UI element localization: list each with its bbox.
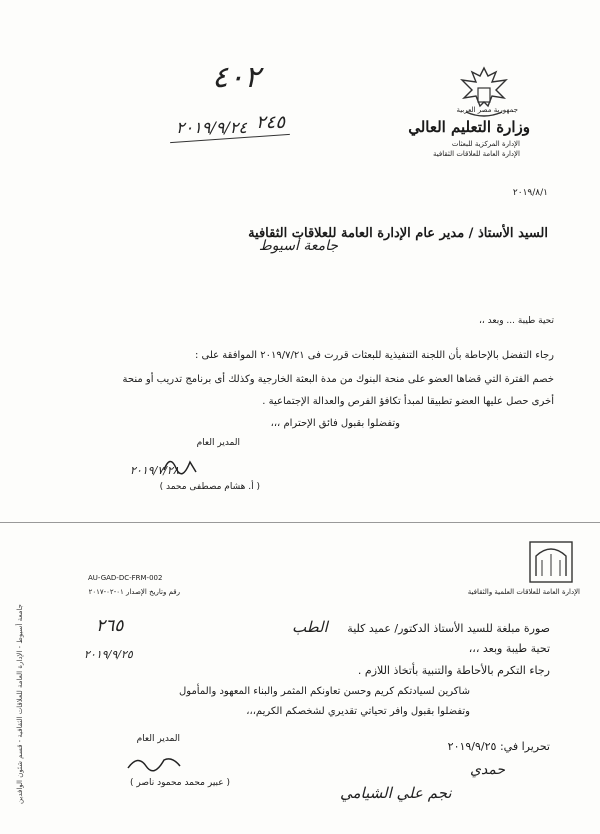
signature-mark-2 [124,752,184,774]
handwritten-ref: ٤٠٢ [212,60,261,95]
form-code: AU-GAD-DC-FRM-002 [88,574,163,582]
handwritten-number: ٢٤٥ [256,112,286,133]
sector-line-1: الإدارة المركزية للبعثات [451,140,520,148]
issue-label: رقم وتاريخ الإصدار ٠١-٠٢-٢٠١٧ [88,588,180,596]
handwritten-date-2: ٢٠١٩/٩/٢٥ [84,648,133,661]
handwritten-signature-a: حمدي [470,762,506,778]
signer-name-2: ( عبير محمد محمود ناصر ) [130,778,230,788]
republic-label: جمهورية مصر العربية [456,106,518,114]
signer-title-1: المدير العام [196,438,240,448]
page-divider [0,522,600,523]
signer-date-1: ٢٠١٩/٧/٢٨ [130,464,179,477]
body-line-1: رجاء التفضل بالإحاطة بأن اللجنة التنفيذية للبعثات قررت فى ٢٠١٩/٧/٢١ الموافقة على : [194,350,554,361]
written-date: تحريرا في: ٢٠١٩/٩/٢٥ [447,740,550,753]
thanks-line: شاكرين لسيادتكم كريم وحسن تعاونكم المثمر والبناء المعهود والمأمول [179,686,470,697]
greeting-1: تحية طيبة ... وبعد ،، [478,316,554,326]
greeting-2: تحية طيبة وبعد ،،، [468,642,550,655]
closing-2: وتفضلوا بقبول وافر تحياتي تقديري لشخصكم الكريم،،، [246,706,470,717]
signer-title-2: المدير العام [136,734,180,744]
handwritten-signature-b: نجم علي الشيامي [340,784,452,802]
department-name: الإدارة العامة للعلاقات العلمية والثقافية [467,588,580,596]
addressee-line: السيد الأستاذ / مدير عام الإدارة العامة للعلاقات الثقافية [248,226,548,241]
letter-date: ٢٠١٩/٨/١ [512,188,548,198]
body-line-2: خصم الفترة التي قضاها العضو على منحة البنوك من مدة البعثة الخارجية وكذلك أى برنامج تدريب أو منحة [122,374,554,385]
sector-line-2: الإدارة العامة للعلاقات الثقافية [433,150,520,158]
closing-1: وتفضلوا بقبول فائق الإحترام ،،، [270,418,400,429]
handwritten-ref-2: ٢٦٥ [96,616,124,636]
signer-name-1: ( أ. هشام مصطفى محمد ) [159,482,260,492]
side-vertical-text: جامعة أسيوط - الإدارة العامة للعلاقات الثقافية - قسم شئون الوافدين [16,604,24,804]
ministry-title: وزارة التعليم العالي [408,118,530,136]
university-logo-icon [528,540,574,584]
handwritten-faculty: الطب [292,618,328,636]
body-line-3: أخرى حصل عليها العضو تطبيقا لمبدأ تكافؤ الفرص والعدالة الإجتماعية . [262,396,554,407]
request-line: رجاء التكرم بالأحاطة والتنبية بأتخاذ اللازم . [357,664,550,677]
copy-to-line: صورة مبلغة للسيد الأستاذ الدكتور/ عميد كلية [347,622,550,635]
handwritten-addressee: جامعة أسيوط [258,238,338,254]
handwritten-date: ٢٠١٩/٩/٢٤ [176,118,247,137]
